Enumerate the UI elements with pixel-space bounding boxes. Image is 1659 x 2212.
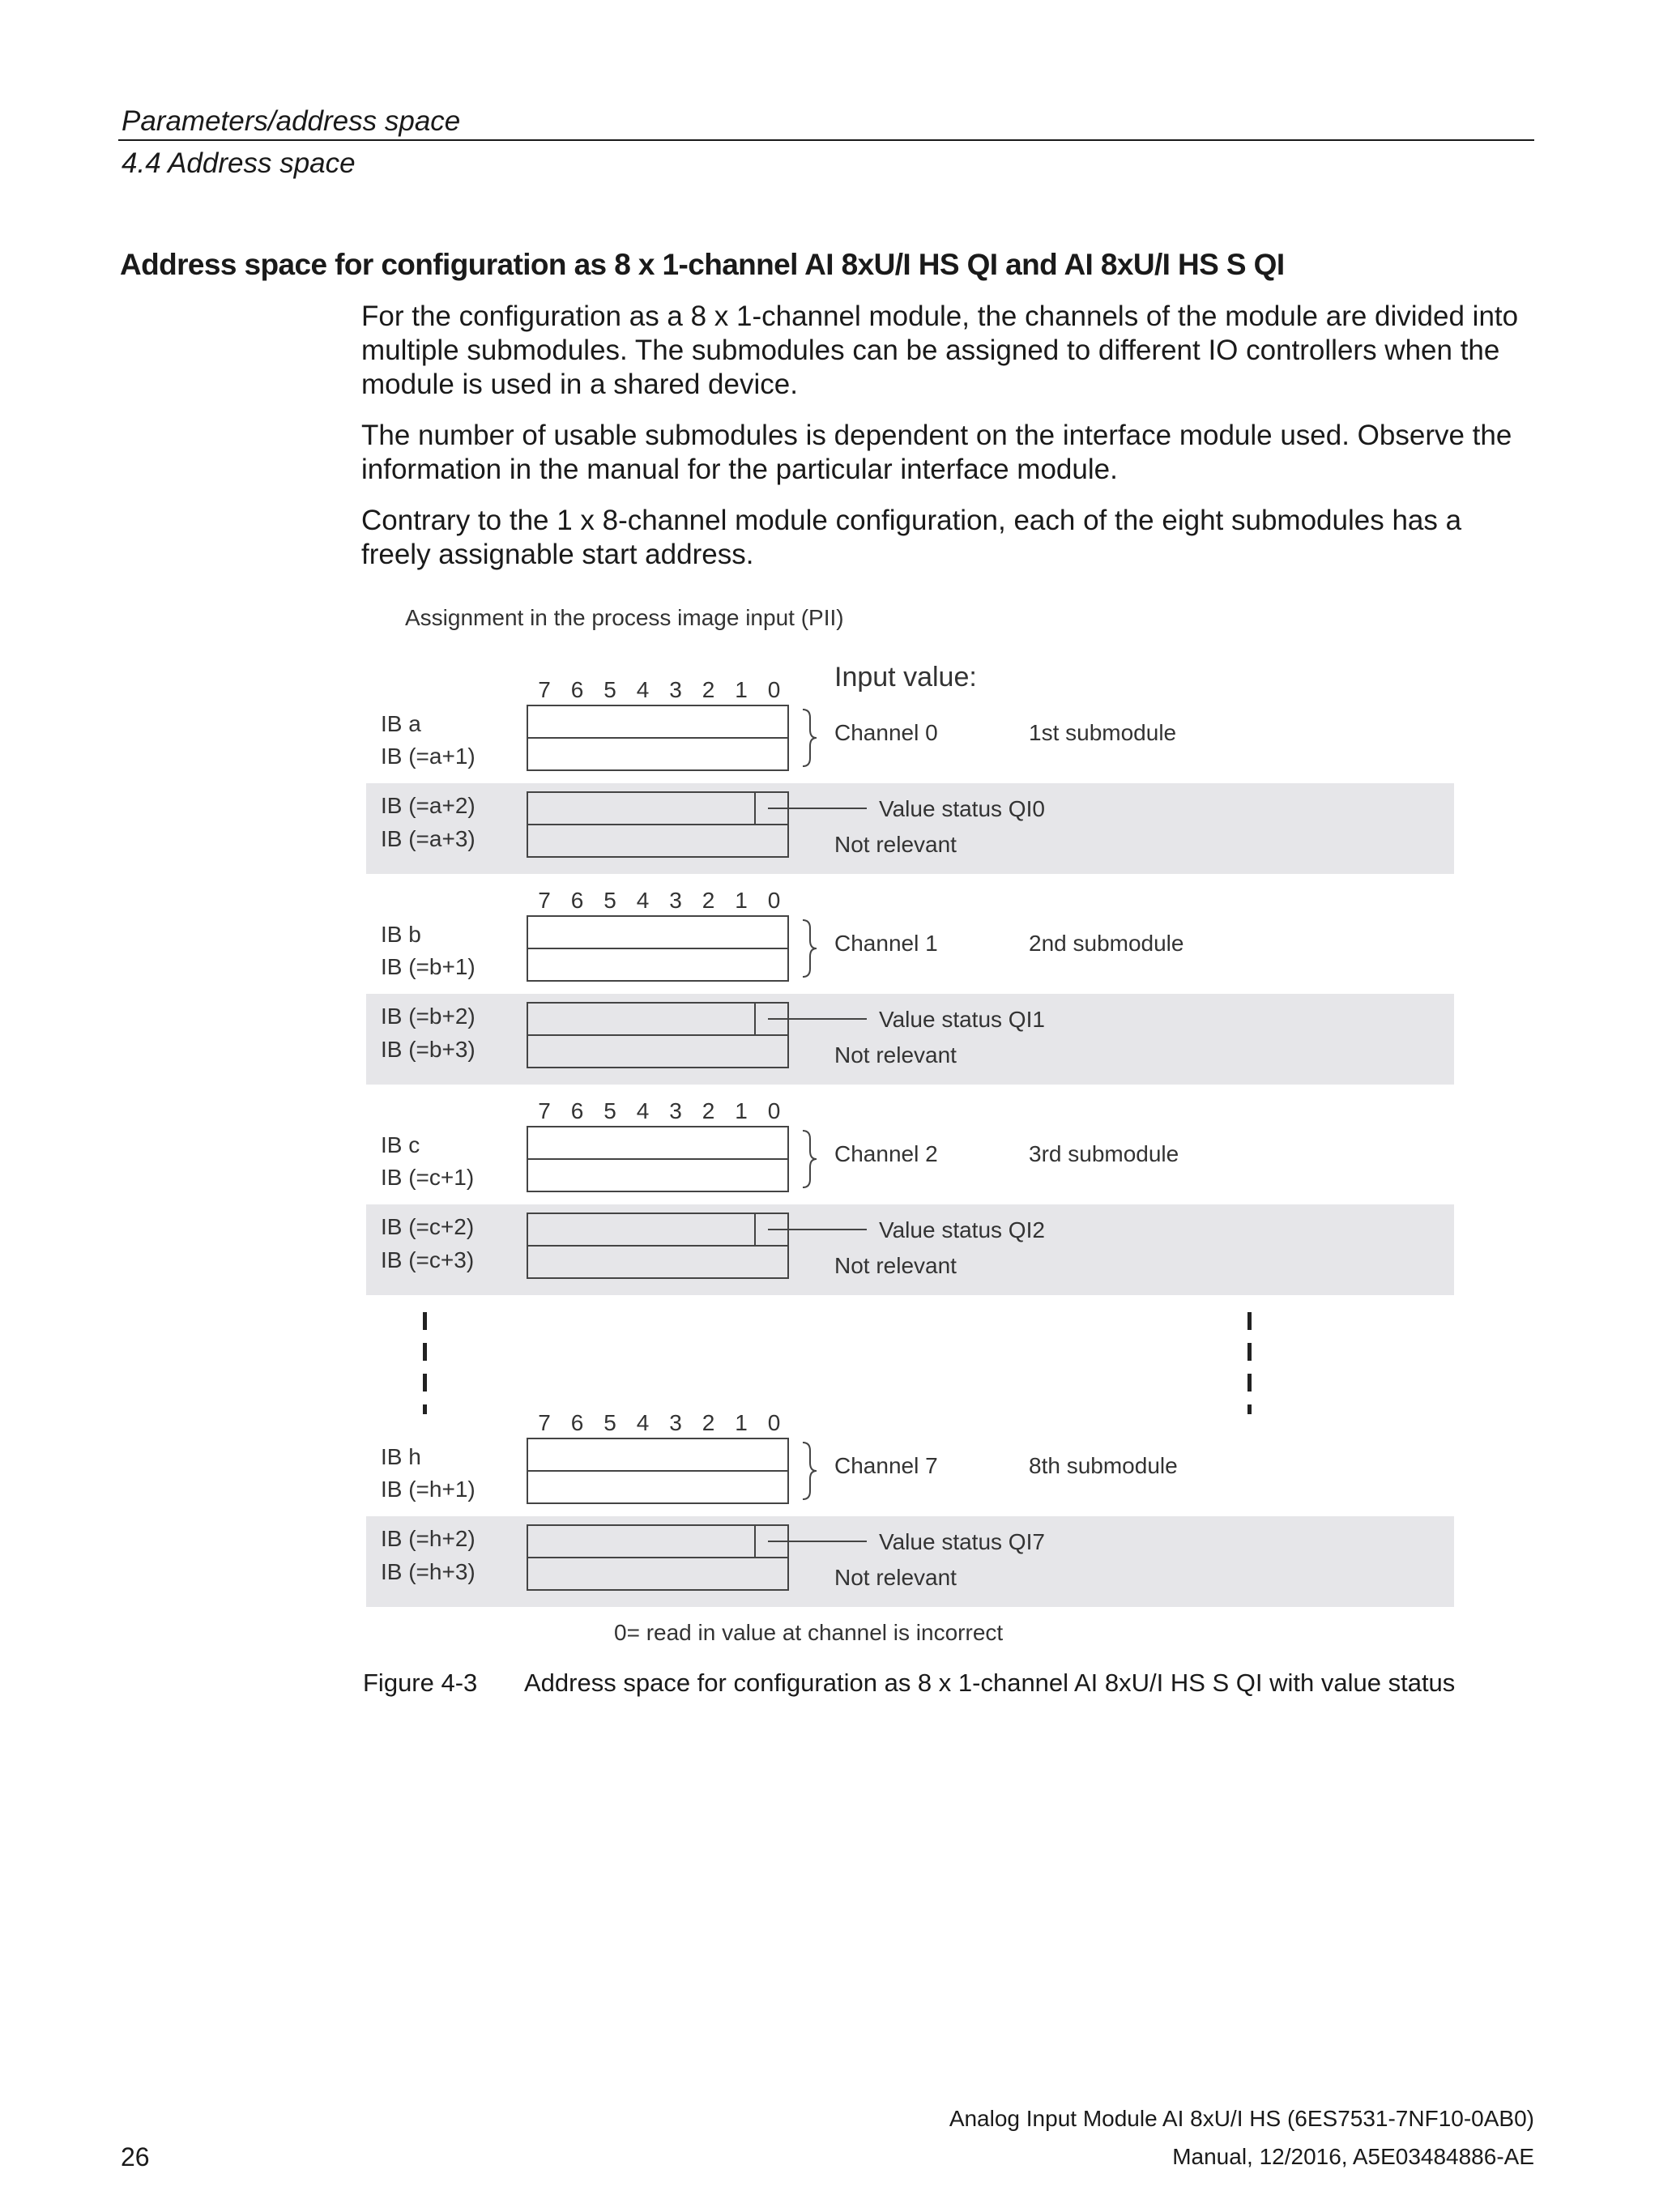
bit-number: 2 xyxy=(702,1098,715,1123)
paragraph-line: information in the manual for the particular interface module. xyxy=(361,454,1118,485)
address-space-diagram xyxy=(356,599,1491,1652)
bit-number: 0 xyxy=(767,1098,781,1123)
channel-label: Channel 0 xyxy=(834,720,938,745)
figure-number: Figure 4-3 xyxy=(363,1669,478,1697)
brace xyxy=(803,1131,817,1187)
paragraph-line: multiple submodules. The submodules can be assigned to different IO controllers when the xyxy=(361,335,1500,366)
ib-label: IB (=c+2) xyxy=(381,1214,475,1239)
ib-label: IB (=h+3) xyxy=(381,1559,476,1584)
status-byte-box xyxy=(527,1213,788,1246)
channel-label: Channel 1 xyxy=(834,931,938,956)
status-byte-box xyxy=(527,1035,788,1068)
paragraph-3 xyxy=(361,504,1544,572)
value-status-label: Value status QI2 xyxy=(879,1217,1045,1242)
not-relevant-label: Not relevant xyxy=(834,1565,957,1590)
paragraph-1 xyxy=(361,300,1544,402)
byte-box xyxy=(527,738,788,770)
ellipsis-dash xyxy=(1247,1374,1252,1392)
bit-number: 6 xyxy=(570,1098,584,1123)
byte-box xyxy=(527,948,788,981)
ellipsis-dash xyxy=(1247,1404,1252,1414)
ib-label: IB (=a+1) xyxy=(381,744,476,769)
footer-product: Analog Input Module AI 8xU/I HS (6ES7531-7NF10-0AB0) xyxy=(949,2106,1534,2131)
input-value-label: Input value: xyxy=(834,662,977,693)
bit-number: 7 xyxy=(538,1098,551,1123)
paragraph-line: Contrary to the 1 x 8-channel module configuration, each of the eight submodules has a xyxy=(361,505,1462,536)
bit-number: 5 xyxy=(603,1098,616,1123)
status-byte-box xyxy=(527,825,788,857)
submodule-label: 1st submodule xyxy=(1029,720,1177,745)
submodule-block xyxy=(366,662,1454,874)
bit-number: 4 xyxy=(636,677,650,702)
ib-label: IB c xyxy=(381,1132,420,1157)
paragraph-line: For the configuration as a 8 x 1-channel module, the channels of the module are divided into xyxy=(361,300,1519,332)
status-byte-box xyxy=(527,1558,788,1590)
header-subsection: 4.4 Address space xyxy=(122,147,356,179)
bit-number: 1 xyxy=(735,1098,748,1123)
bit-number: 0 xyxy=(767,677,781,702)
section-heading: Address space for configuration as 8 x 1-channel AI 8xU/I HS QI and AI 8xU/I HS S QI xyxy=(120,248,1285,281)
not-relevant-label: Not relevant xyxy=(834,1253,957,1278)
paragraph-line: The number of usable submodules is dependent on the interface module used. Observe the xyxy=(361,420,1512,451)
ellipsis-dash xyxy=(1247,1312,1252,1330)
status-byte-box xyxy=(527,792,788,825)
ellipsis-dash xyxy=(1247,1343,1252,1361)
value-status-label: Value status QI0 xyxy=(879,796,1045,821)
paragraph-line: module is used in a shared device. xyxy=(361,369,798,400)
status-byte-box xyxy=(527,1003,788,1035)
bit-number: 0 xyxy=(767,1410,781,1435)
ib-label: IB b xyxy=(381,922,421,947)
submodule-label: 8th submodule xyxy=(1029,1453,1178,1478)
ib-label: IB (=b+1) xyxy=(381,954,476,979)
byte-box xyxy=(527,1471,788,1503)
bit-number: 7 xyxy=(538,888,551,913)
value-status-label: Value status QI7 xyxy=(879,1529,1045,1554)
ib-label: IB (=c+3) xyxy=(381,1247,475,1272)
bit-number: 7 xyxy=(538,677,551,702)
ib-label: IB (=h+1) xyxy=(381,1477,476,1502)
byte-box xyxy=(527,1159,788,1191)
brace xyxy=(803,710,817,766)
page-number: 26 xyxy=(121,2142,150,2172)
submodule-label: 3rd submodule xyxy=(1029,1141,1179,1166)
bit-number: 4 xyxy=(636,1098,650,1123)
diagram-title: Assignment in the process image input (PII) xyxy=(405,605,844,630)
bit-number: 5 xyxy=(603,888,616,913)
header-rule xyxy=(118,139,1534,141)
brace xyxy=(803,1443,817,1499)
ib-label: IB (=b+2) xyxy=(381,1004,476,1029)
ellipsis-dash xyxy=(423,1404,427,1414)
figure-caption: Address space for configuration as 8 x 1-channel AI 8xU/I HS S QI with value status xyxy=(524,1669,1456,1697)
ib-label: IB (=h+2) xyxy=(381,1526,476,1551)
bit-number: 1 xyxy=(735,1410,748,1435)
bit-number: 1 xyxy=(735,677,748,702)
bit-number: 2 xyxy=(702,1410,715,1435)
bit-number: 5 xyxy=(603,677,616,702)
status-byte-box xyxy=(527,1525,788,1558)
byte-box xyxy=(527,1438,788,1471)
bit-number: 2 xyxy=(702,677,715,702)
not-relevant-label: Not relevant xyxy=(834,832,957,857)
channel-label: Channel 7 xyxy=(834,1453,938,1478)
submodule-label: 2nd submodule xyxy=(1029,931,1184,956)
ellipsis-dash xyxy=(423,1374,427,1392)
submodule-block xyxy=(366,1410,1454,1607)
ib-label: IB a xyxy=(381,711,421,736)
bit-number: 7 xyxy=(538,1410,551,1435)
submodule-block xyxy=(366,888,1454,1085)
ib-label: IB (=c+1) xyxy=(381,1165,475,1190)
submodule-block xyxy=(366,1098,1454,1295)
byte-box xyxy=(527,916,788,948)
bit-number: 3 xyxy=(669,1098,682,1123)
channel-label: Channel 2 xyxy=(834,1141,938,1166)
byte-box xyxy=(527,705,788,738)
not-relevant-label: Not relevant xyxy=(834,1042,957,1068)
bit-number: 5 xyxy=(603,1410,616,1435)
footer-manual: Manual, 12/2016, A5E03484886-AE xyxy=(1172,2144,1534,2169)
bit-number: 4 xyxy=(636,888,650,913)
ib-label: IB (=b+3) xyxy=(381,1037,476,1062)
brace xyxy=(803,920,817,977)
bit-number: 6 xyxy=(570,677,584,702)
diagram-footnote: 0= read in value at channel is incorrect xyxy=(614,1620,1004,1645)
byte-box xyxy=(527,1127,788,1159)
ellipsis-dash xyxy=(423,1343,427,1361)
bit-number: 6 xyxy=(570,888,584,913)
bit-number: 3 xyxy=(669,677,682,702)
ellipsis-dash xyxy=(423,1312,427,1330)
ib-label: IB (=a+2) xyxy=(381,793,476,818)
bit-number: 4 xyxy=(636,1410,650,1435)
header-section: Parameters/address space xyxy=(122,105,461,137)
status-byte-box xyxy=(527,1246,788,1278)
ib-label: IB h xyxy=(381,1444,421,1469)
bit-number: 3 xyxy=(669,1410,682,1435)
paragraph-2 xyxy=(361,419,1544,487)
value-status-label: Value status QI1 xyxy=(879,1007,1045,1032)
bit-number: 1 xyxy=(735,888,748,913)
bit-number: 0 xyxy=(767,888,781,913)
ib-label: IB (=a+3) xyxy=(381,826,476,851)
bit-number: 6 xyxy=(570,1410,584,1435)
bit-number: 2 xyxy=(702,888,715,913)
paragraph-line: freely assignable start address. xyxy=(361,539,754,570)
bit-number: 3 xyxy=(669,888,682,913)
